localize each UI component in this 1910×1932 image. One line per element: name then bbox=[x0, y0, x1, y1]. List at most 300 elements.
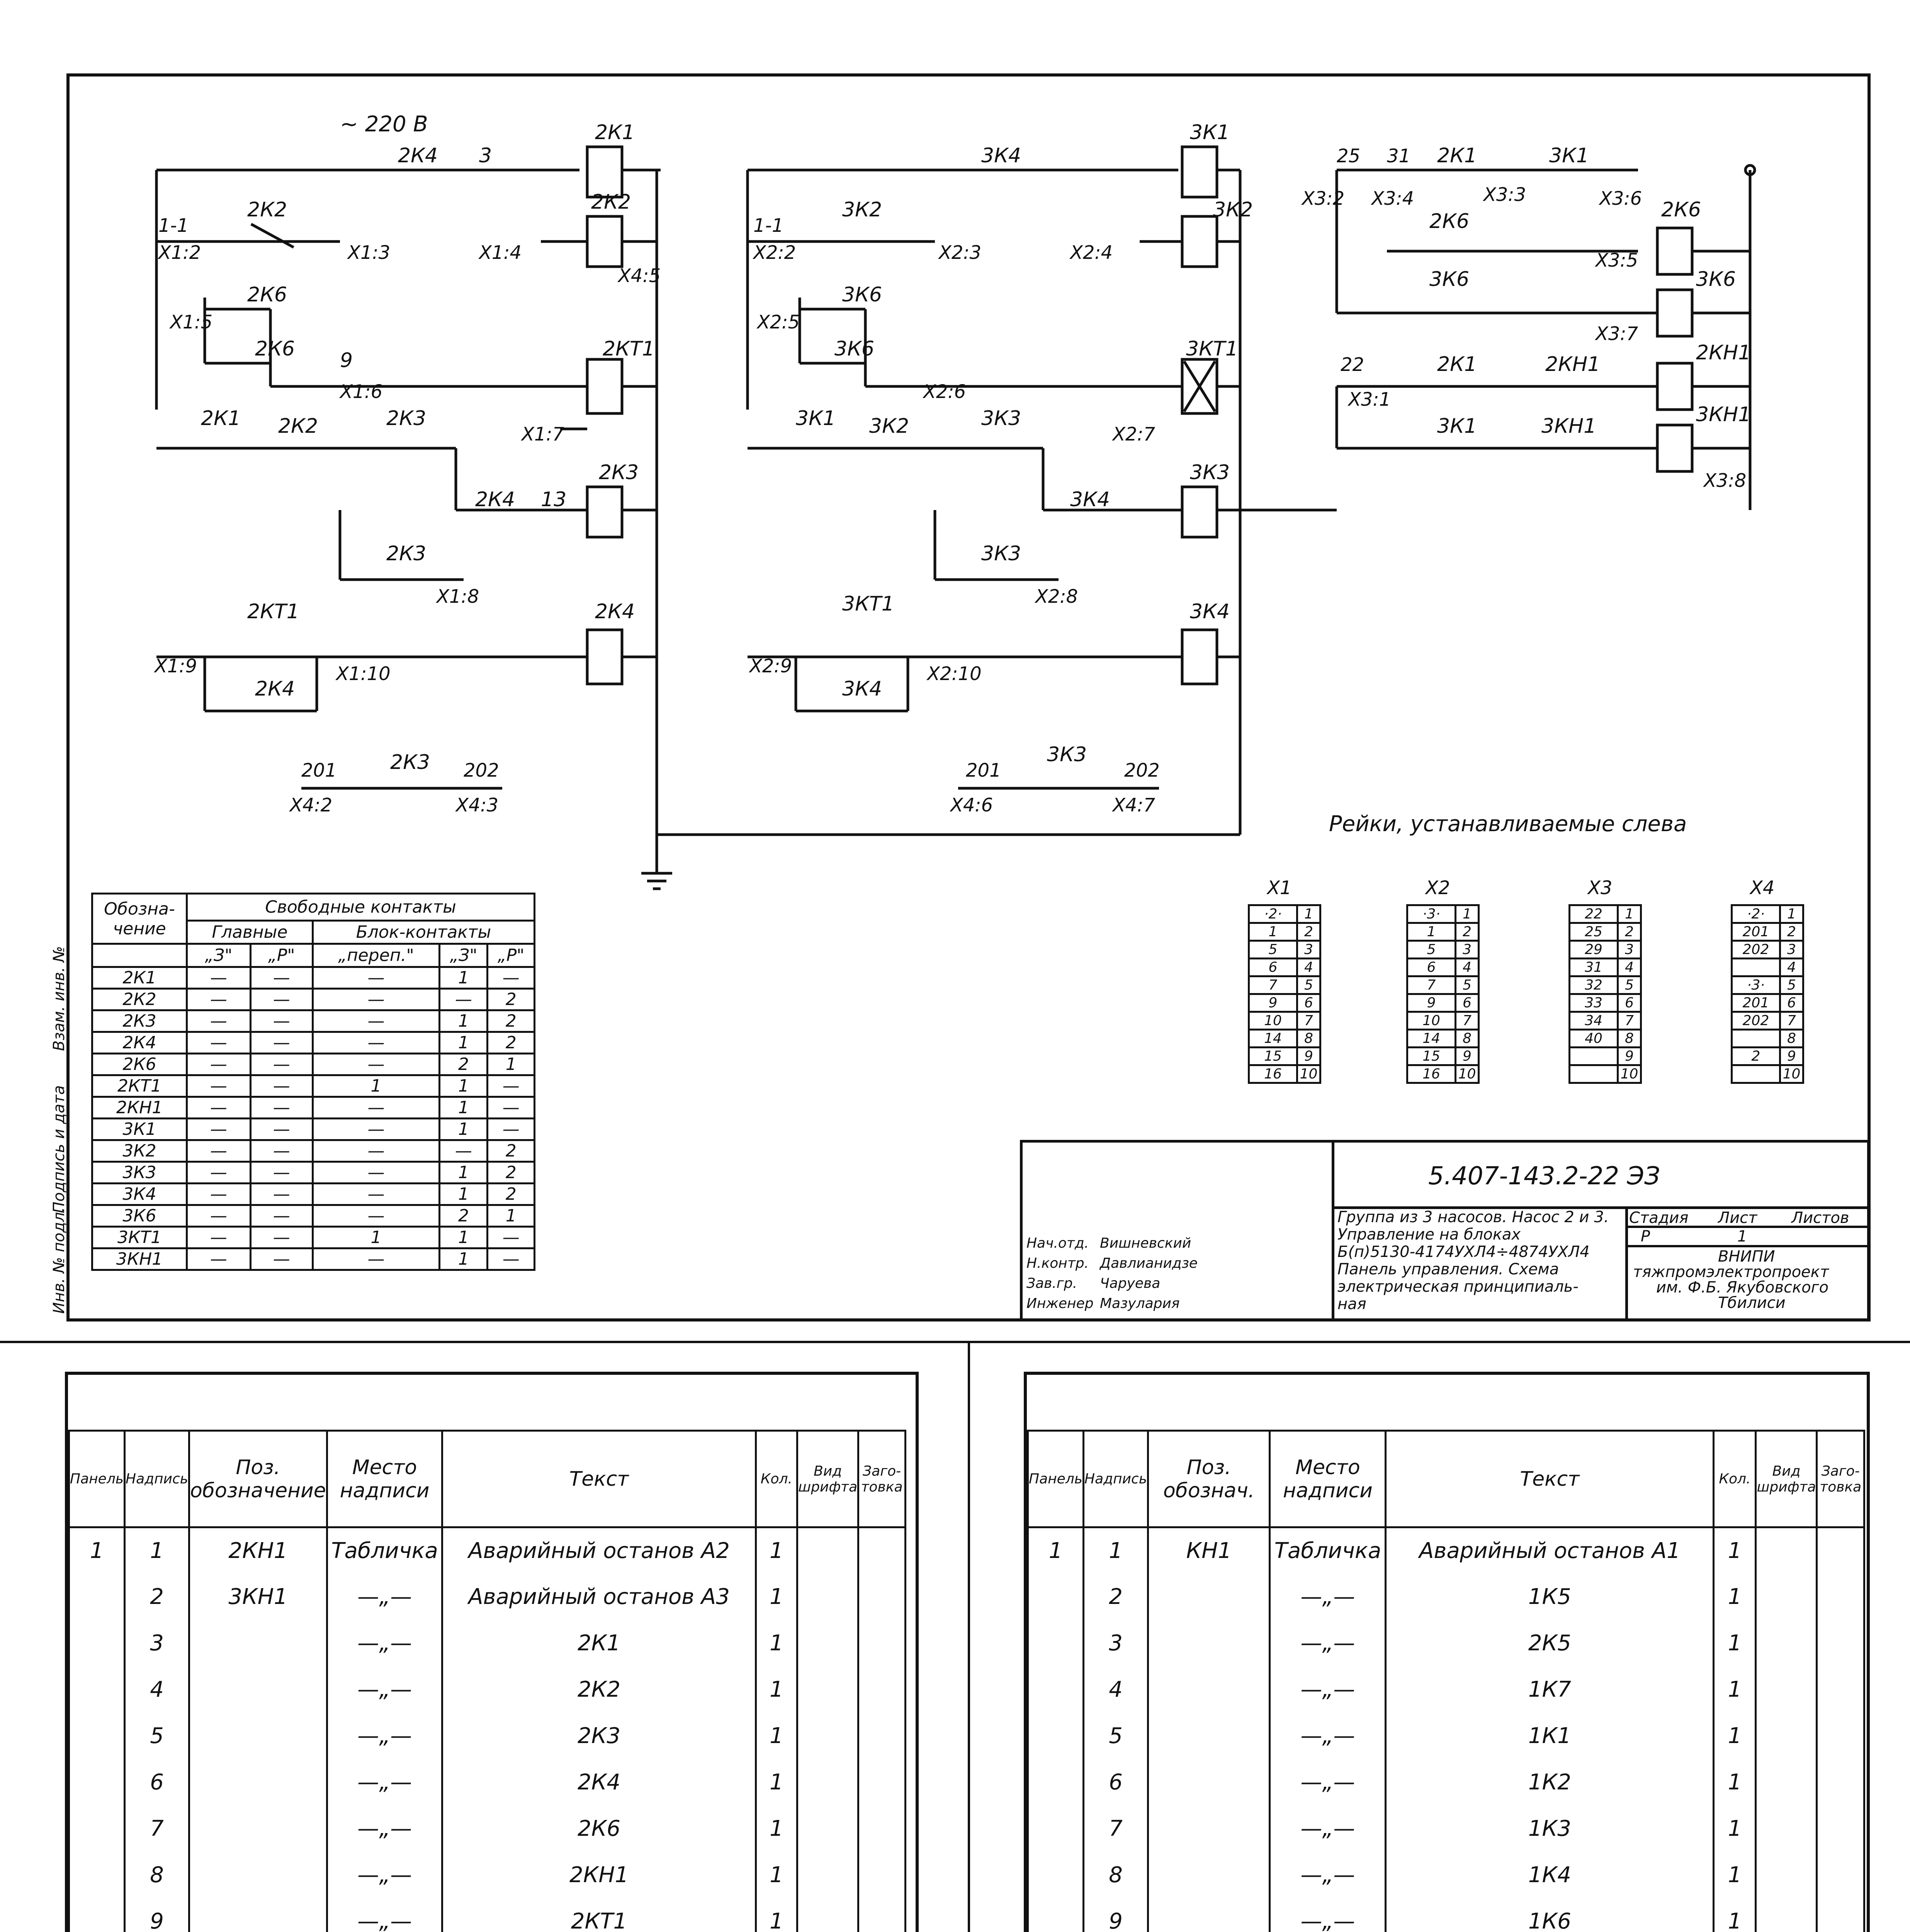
table-cell: — bbox=[187, 1205, 251, 1227]
table-cell: 5 bbox=[1780, 976, 1803, 994]
svg-text:Х2:4: Х2:4 bbox=[1070, 242, 1113, 264]
svg-text:3К3: 3К3 bbox=[1190, 461, 1230, 484]
table-cell: 2К5 bbox=[1386, 1620, 1714, 1667]
table-cell: 8 bbox=[1084, 1852, 1148, 1898]
table-cell: 7 bbox=[125, 1806, 189, 1852]
table-cell: 6 bbox=[1297, 994, 1320, 1012]
table-head-aux: Блок-контакты bbox=[313, 921, 534, 944]
table-row bbox=[1732, 941, 1803, 959]
svg-text:Х4:5: Х4:5 bbox=[618, 265, 661, 287]
table-row bbox=[69, 1852, 906, 1898]
table-cell: —„— bbox=[327, 1898, 442, 1932]
table-row bbox=[1732, 1065, 1803, 1083]
table-cell: 2 bbox=[1297, 923, 1320, 941]
svg-text:Х3:4: Х3:4 bbox=[1371, 188, 1414, 209]
table-cell bbox=[858, 1806, 906, 1852]
strip-title: X3 bbox=[1588, 877, 1613, 899]
table-cell: 4 bbox=[1618, 959, 1641, 976]
table-cell: 2К4 bbox=[442, 1759, 756, 1806]
table-cell: — bbox=[187, 1248, 251, 1270]
table-cell bbox=[1756, 1574, 1817, 1620]
svg-text:3К1: 3К1 bbox=[1190, 121, 1230, 144]
org-0: ВНИПИ bbox=[1718, 1248, 1775, 1265]
table-cell bbox=[1148, 1806, 1270, 1852]
table-cell: 3 bbox=[125, 1620, 189, 1667]
table-row bbox=[1407, 1030, 1479, 1048]
table-row bbox=[1570, 1030, 1641, 1048]
column-header: Поз. обозначение bbox=[189, 1431, 327, 1527]
table-cell: — bbox=[440, 989, 488, 1010]
table-subheader bbox=[92, 944, 535, 967]
table-cell: 1 bbox=[125, 1527, 189, 1574]
table-row bbox=[1407, 1012, 1479, 1030]
table-row bbox=[1249, 976, 1320, 994]
table-row bbox=[1028, 1667, 1864, 1713]
stamp-desc-2: Б(п)5130-4174УХЛ4÷4874УХЛ4 bbox=[1337, 1243, 1590, 1261]
side-label-inv: Инв. № подл. bbox=[50, 1207, 68, 1314]
table-row bbox=[92, 1075, 535, 1097]
table-cell: 3 bbox=[1780, 941, 1803, 959]
table-cell: 202 bbox=[1732, 1012, 1780, 1030]
table-cell: 201 bbox=[1732, 994, 1780, 1012]
table-cell: — bbox=[313, 1054, 439, 1075]
table-cell: 4 bbox=[1297, 959, 1320, 976]
strip-title: X4 bbox=[1750, 877, 1775, 899]
table-cell: 3КН1 bbox=[189, 1574, 327, 1620]
table-cell: — bbox=[488, 967, 535, 989]
svg-text:Х2:7: Х2:7 bbox=[1113, 423, 1156, 445]
table-row bbox=[1028, 1620, 1864, 1667]
table-cell: 3 bbox=[1456, 941, 1479, 959]
table-cell: 3К2 bbox=[92, 1140, 187, 1162]
table-cell: 6 bbox=[1084, 1759, 1148, 1806]
sheets-header: Листов bbox=[1791, 1209, 1849, 1227]
table-cell: 25 bbox=[1570, 923, 1618, 941]
table-cell: 7 bbox=[1297, 1012, 1320, 1030]
table-row bbox=[1407, 941, 1479, 959]
table-cell bbox=[1148, 1620, 1270, 1667]
table-cell: 2КН1 bbox=[92, 1097, 187, 1119]
table-cell: 1 bbox=[1714, 1574, 1756, 1620]
svg-text:2К3: 2К3 bbox=[386, 407, 427, 430]
table-cell: 2 bbox=[488, 1032, 535, 1054]
table-cell: 1 bbox=[1714, 1806, 1756, 1852]
table-row bbox=[1570, 959, 1641, 976]
table-cell bbox=[1756, 1852, 1817, 1898]
table-cell: Аварийный останов А2 bbox=[442, 1527, 756, 1574]
svg-text:2К3: 2К3 bbox=[599, 461, 639, 484]
svg-text:3КН1: 3КН1 bbox=[1696, 403, 1751, 426]
table-cell: 3К3 bbox=[92, 1162, 187, 1184]
svg-text:Х2:8: Х2:8 bbox=[1035, 586, 1078, 607]
free-contacts-table bbox=[91, 893, 535, 1271]
table-row bbox=[1028, 1852, 1864, 1898]
table-cell: 9 bbox=[1249, 994, 1297, 1012]
svg-text:2КТ1: 2КТ1 bbox=[603, 337, 655, 361]
table-cell: 3 bbox=[1618, 941, 1641, 959]
table-cell: 6 bbox=[1618, 994, 1641, 1012]
stamp-desc-5: ная bbox=[1337, 1295, 1366, 1313]
table-cell: 8 bbox=[1780, 1030, 1803, 1048]
stamp-desc-0: Группа из 3 насосов. Насос 2 и 3. bbox=[1337, 1208, 1609, 1226]
table-cell: — bbox=[187, 1054, 251, 1075]
column-header: Панель bbox=[1028, 1431, 1084, 1527]
table-head-free: Свободные контакты bbox=[187, 894, 535, 921]
table-cell: 2 bbox=[1084, 1574, 1148, 1620]
table-cell: 6 bbox=[125, 1759, 189, 1806]
column-header: Вид шрифта bbox=[1756, 1431, 1817, 1527]
table-row bbox=[1407, 1048, 1479, 1065]
table-cell: 1 bbox=[1714, 1620, 1756, 1667]
table-row bbox=[1249, 941, 1320, 959]
table-cell: 10 bbox=[1456, 1065, 1479, 1083]
table-cell bbox=[858, 1852, 906, 1898]
table-row bbox=[1249, 923, 1320, 941]
svg-text:Х1:7: Х1:7 bbox=[522, 423, 564, 445]
table-cell: — bbox=[488, 1119, 535, 1140]
table-cell: 1К7 bbox=[1386, 1667, 1714, 1713]
svg-text:2К4: 2К4 bbox=[398, 144, 438, 167]
svg-text:2К1: 2К1 bbox=[1437, 353, 1477, 376]
svg-text:2К6: 2К6 bbox=[1661, 198, 1701, 221]
table-cell: — bbox=[250, 1140, 313, 1162]
table-cell: 1 bbox=[1297, 905, 1320, 923]
table-cell: —„— bbox=[327, 1806, 442, 1852]
table-row bbox=[92, 989, 535, 1010]
table-cell: 2К6 bbox=[92, 1054, 187, 1075]
table-cell bbox=[797, 1713, 858, 1759]
svg-text:Х3:7: Х3:7 bbox=[1596, 323, 1638, 345]
table-cell: ·2· bbox=[1249, 905, 1297, 923]
inscriptions-table bbox=[1027, 1430, 1865, 1932]
table-cell: 15 bbox=[1249, 1048, 1297, 1065]
table-cell bbox=[858, 1527, 906, 1574]
svg-text:Х1:3: Х1:3 bbox=[348, 242, 391, 264]
table-head-main: Главные bbox=[187, 921, 313, 944]
table-cell: 8 bbox=[1618, 1030, 1641, 1048]
table-cell: 2К1 bbox=[442, 1620, 756, 1667]
table-cell: — bbox=[250, 989, 313, 1010]
table-cell: 1 bbox=[440, 1248, 488, 1270]
panel-cell bbox=[69, 1713, 125, 1759]
table-cell: 1 bbox=[756, 1667, 797, 1713]
svg-text:2КН1: 2КН1 bbox=[1545, 353, 1601, 376]
table-cell bbox=[1148, 1667, 1270, 1713]
table-row bbox=[92, 1248, 535, 1270]
table-row bbox=[1570, 976, 1641, 994]
svg-text:3К1: 3К1 bbox=[796, 407, 836, 430]
panel-cell bbox=[1028, 1667, 1084, 1713]
table-row bbox=[1732, 976, 1803, 994]
table-cell bbox=[189, 1806, 327, 1852]
table-cell bbox=[1148, 1713, 1270, 1759]
table-cell: —„— bbox=[1270, 1898, 1386, 1932]
table-cell bbox=[797, 1759, 858, 1806]
stamp-desc-4: электрическая принципиаль- bbox=[1337, 1278, 1579, 1296]
table-row bbox=[92, 1032, 535, 1054]
table-row bbox=[1732, 905, 1803, 923]
panel-cell bbox=[69, 1759, 125, 1806]
table-cell bbox=[797, 1806, 858, 1852]
svg-text:2К4: 2К4 bbox=[255, 677, 295, 701]
table-cell: 10 bbox=[1249, 1012, 1297, 1030]
table-row bbox=[1407, 994, 1479, 1012]
table-cell: 7 bbox=[1249, 976, 1297, 994]
table-cell: 1 bbox=[1714, 1852, 1756, 1898]
role-name: Давлианидзе bbox=[1100, 1255, 1198, 1271]
table-row bbox=[1028, 1806, 1864, 1852]
table-cell: 1 bbox=[1714, 1527, 1756, 1574]
table-cell: 22 bbox=[1570, 905, 1618, 923]
table-cell: — bbox=[488, 1075, 535, 1097]
table-cell bbox=[858, 1713, 906, 1759]
table-cell bbox=[858, 1620, 906, 1667]
table-cell: —„— bbox=[327, 1574, 442, 1620]
table-row bbox=[1570, 1012, 1641, 1030]
table-cell: 5 bbox=[125, 1713, 189, 1759]
rails-title: Рейки, устанавливаемые слева bbox=[1329, 811, 1687, 837]
role-name: Мазулария bbox=[1100, 1296, 1180, 1311]
table-cell: 33 bbox=[1570, 994, 1618, 1012]
table-cell: 1 bbox=[440, 1184, 488, 1205]
subhead-cell: „переп." bbox=[313, 944, 439, 967]
svg-text:Х2:9: Х2:9 bbox=[749, 655, 792, 677]
table-cell: 9 bbox=[1780, 1048, 1803, 1065]
table-row bbox=[1028, 1759, 1864, 1806]
svg-text:3К6: 3К6 bbox=[834, 337, 875, 361]
table-row bbox=[1249, 1030, 1320, 1048]
table-cell: — bbox=[250, 1248, 313, 1270]
column-header: Текст bbox=[1386, 1431, 1714, 1527]
table-cell: 4 bbox=[1456, 959, 1479, 976]
table-cell: 2К3 bbox=[92, 1010, 187, 1032]
table-row bbox=[1249, 994, 1320, 1012]
svg-text:2К3: 2К3 bbox=[386, 542, 427, 565]
column-header: Надпись bbox=[125, 1431, 189, 1527]
table-cell bbox=[189, 1713, 327, 1759]
table-cell bbox=[1756, 1898, 1817, 1932]
table-cell: — bbox=[250, 1227, 313, 1248]
table-cell: — bbox=[488, 1097, 535, 1119]
table-cell: 14 bbox=[1249, 1030, 1297, 1048]
panel-cell bbox=[69, 1806, 125, 1852]
svg-text:2К1: 2К1 bbox=[1437, 144, 1477, 167]
svg-text:3К4: 3К4 bbox=[1070, 488, 1110, 511]
table-cell: —„— bbox=[1270, 1806, 1386, 1852]
svg-text:9: 9 bbox=[340, 349, 353, 372]
table-cell bbox=[189, 1667, 327, 1713]
svg-text:Х2:5: Х2:5 bbox=[757, 311, 800, 333]
table-cell: 32 bbox=[1570, 976, 1618, 994]
table-cell: — bbox=[250, 1162, 313, 1184]
svg-text:3К4: 3К4 bbox=[981, 144, 1021, 167]
table-cell: — bbox=[313, 1162, 439, 1184]
sheet-divider-h bbox=[0, 1341, 1910, 1343]
table-cell bbox=[858, 1759, 906, 1806]
table-cell: 6 bbox=[1249, 959, 1297, 976]
subhead-cell: „Р" bbox=[250, 944, 313, 967]
column-header: Надпись bbox=[1084, 1431, 1148, 1527]
table-cell: —„— bbox=[327, 1713, 442, 1759]
table-cell bbox=[797, 1852, 858, 1898]
svg-text:3: 3 bbox=[479, 144, 492, 167]
stage-value: Р bbox=[1641, 1228, 1650, 1245]
svg-text:2К2: 2К2 bbox=[278, 415, 318, 438]
panel-cell: 1 bbox=[1028, 1527, 1084, 1574]
table-cell: 6 bbox=[1456, 994, 1479, 1012]
svg-text:201: 201 bbox=[301, 760, 337, 781]
table-cell: 2КН1 bbox=[442, 1852, 756, 1898]
table-cell: —„— bbox=[1270, 1759, 1386, 1806]
table-row bbox=[69, 1527, 906, 1574]
column-header: Поз. обознач. bbox=[1148, 1431, 1270, 1527]
table-row bbox=[69, 1620, 906, 1667]
table-cell: 1К1 bbox=[1386, 1713, 1714, 1759]
table-cell: 3К1 bbox=[92, 1119, 187, 1140]
table-row bbox=[69, 1574, 906, 1620]
table-row bbox=[92, 1097, 535, 1119]
panel-cell bbox=[1028, 1713, 1084, 1759]
terminal-strip bbox=[1568, 904, 1642, 1084]
table-cell: Аварийный останов А3 bbox=[442, 1574, 756, 1620]
table-cell: 1 bbox=[756, 1759, 797, 1806]
column-header: Панель bbox=[69, 1431, 125, 1527]
table-cell bbox=[1817, 1574, 1864, 1620]
svg-text:Х2:2: Х2:2 bbox=[753, 242, 796, 264]
column-header: Текст bbox=[442, 1431, 756, 1527]
table-header-row bbox=[1028, 1431, 1864, 1527]
table-cell bbox=[189, 1759, 327, 1806]
svg-text:3К4: 3К4 bbox=[1190, 600, 1230, 623]
svg-text:Х3:3: Х3:3 bbox=[1483, 184, 1526, 206]
svg-text:Х4:7: Х4:7 bbox=[1113, 794, 1156, 816]
table-cell: 2КТ1 bbox=[442, 1898, 756, 1932]
table-cell: — bbox=[488, 1227, 535, 1248]
table-cell: 1 bbox=[1084, 1527, 1148, 1574]
subhead-cell: „Р" bbox=[488, 944, 535, 967]
table-cell bbox=[1148, 1898, 1270, 1932]
table-cell: 9 bbox=[1407, 994, 1456, 1012]
panel-cell bbox=[69, 1852, 125, 1898]
table-row bbox=[69, 1667, 906, 1713]
svg-text:Х2:3: Х2:3 bbox=[939, 242, 982, 264]
table-row bbox=[1249, 905, 1320, 923]
table-cell: 3 bbox=[1297, 941, 1320, 959]
strip-title: X1 bbox=[1267, 877, 1292, 899]
table-cell: 2К6 bbox=[442, 1806, 756, 1852]
table-cell bbox=[1732, 959, 1780, 976]
table-cell: 1 bbox=[440, 1010, 488, 1032]
table-cell: — bbox=[313, 1184, 439, 1205]
table-cell: —„— bbox=[1270, 1667, 1386, 1713]
inscriptions-table bbox=[68, 1430, 906, 1932]
table-cell: 16 bbox=[1249, 1065, 1297, 1083]
table-cell bbox=[1756, 1527, 1817, 1574]
table-cell: КН1 bbox=[1148, 1527, 1270, 1574]
table-cell: 9 bbox=[1084, 1898, 1148, 1932]
drawing-code: 5.407-143.2-22 ЭЗ bbox=[1428, 1162, 1660, 1190]
table-cell: — bbox=[313, 1248, 439, 1270]
table-row bbox=[1249, 1065, 1320, 1083]
table-cell: 1 bbox=[756, 1527, 797, 1574]
svg-text:3КН1: 3КН1 bbox=[1541, 415, 1597, 438]
table-cell: 1 bbox=[440, 1032, 488, 1054]
table-cell: 1 bbox=[440, 967, 488, 989]
table-cell bbox=[1570, 1048, 1618, 1065]
table-cell: 3К6 bbox=[92, 1205, 187, 1227]
table-cell: 6 bbox=[1407, 959, 1456, 976]
table-cell: 1 bbox=[440, 1119, 488, 1140]
table-cell bbox=[1732, 1065, 1780, 1083]
svg-text:Х1:10: Х1:10 bbox=[336, 663, 391, 685]
table-cell: — bbox=[250, 967, 313, 989]
table-cell bbox=[1148, 1574, 1270, 1620]
table-cell: 10 bbox=[1618, 1065, 1641, 1083]
table-cell: ·3· bbox=[1407, 905, 1456, 923]
svg-text:3К4: 3К4 bbox=[842, 677, 882, 701]
table-cell: 2К3 bbox=[442, 1713, 756, 1759]
table-cell bbox=[1817, 1620, 1864, 1667]
table-cell bbox=[858, 1898, 906, 1932]
svg-text:3К2: 3К2 bbox=[1213, 198, 1253, 221]
table-cell: — bbox=[187, 1162, 251, 1184]
table-cell: 1К3 bbox=[1386, 1806, 1714, 1852]
panel-cell bbox=[1028, 1852, 1084, 1898]
table-cell: 1К5 bbox=[1386, 1574, 1714, 1620]
table-cell: 4 bbox=[1780, 959, 1803, 976]
table-cell: — bbox=[313, 1010, 439, 1032]
svg-text:3К2: 3К2 bbox=[869, 415, 909, 438]
column-header: Заго-товка bbox=[858, 1431, 906, 1527]
svg-text:Х4:6: Х4:6 bbox=[950, 794, 993, 816]
table-cell bbox=[1756, 1620, 1817, 1667]
table-cell: 5 bbox=[1297, 976, 1320, 994]
org-1: тяжпромэлектропроект bbox=[1633, 1263, 1829, 1281]
subhead-cell: „З" bbox=[440, 944, 488, 967]
table-cell bbox=[797, 1898, 858, 1932]
svg-text:3К3: 3К3 bbox=[981, 542, 1021, 565]
table-cell: 1К6 bbox=[1386, 1898, 1714, 1932]
table-row bbox=[69, 1713, 906, 1759]
table-row bbox=[1028, 1527, 1864, 1574]
table-cell: —„— bbox=[1270, 1574, 1386, 1620]
table-cell: 5 bbox=[1249, 941, 1297, 959]
table-row bbox=[1407, 959, 1479, 976]
svg-text:Х3:2: Х3:2 bbox=[1302, 188, 1345, 209]
table-row bbox=[69, 1759, 906, 1806]
table-cell: 5 bbox=[1456, 976, 1479, 994]
table-cell bbox=[797, 1574, 858, 1620]
table-cell bbox=[1817, 1852, 1864, 1898]
table-cell: 5 bbox=[1618, 976, 1641, 994]
svg-text:Х1:2: Х1:2 bbox=[158, 242, 201, 264]
svg-text:3К3: 3К3 bbox=[1047, 743, 1087, 766]
role-title: Зав.гр. bbox=[1026, 1276, 1077, 1291]
table-cell: 8 bbox=[125, 1852, 189, 1898]
table-cell: — bbox=[250, 1119, 313, 1140]
table-cell: 2 bbox=[1732, 1048, 1780, 1065]
table-cell: 1 bbox=[440, 1097, 488, 1119]
svg-text:Х1:4: Х1:4 bbox=[479, 242, 522, 264]
table-cell: — bbox=[250, 1205, 313, 1227]
table-row bbox=[1249, 959, 1320, 976]
table-cell: 202 bbox=[1732, 941, 1780, 959]
table-cell: 34 bbox=[1570, 1012, 1618, 1030]
table-cell bbox=[1817, 1806, 1864, 1852]
table-cell: 5 bbox=[1084, 1713, 1148, 1759]
svg-text:1-1: 1-1 bbox=[158, 215, 189, 236]
table-cell: 2 bbox=[488, 1184, 535, 1205]
